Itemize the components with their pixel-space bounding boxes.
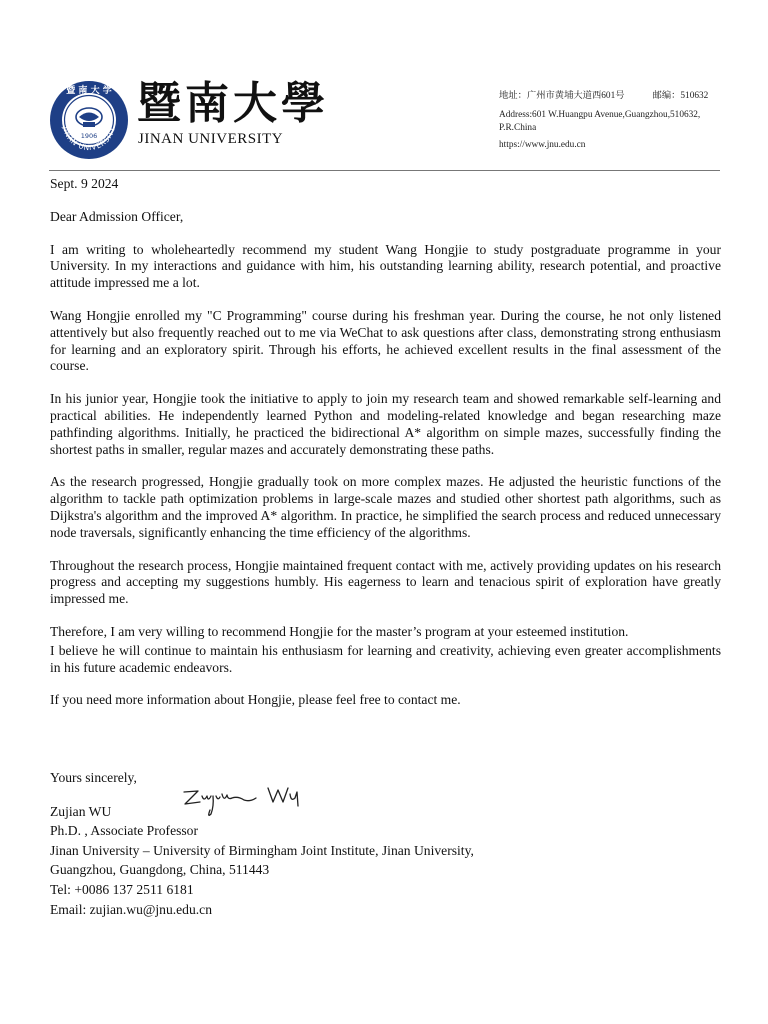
paragraph-intro: I am writing to wholeheartedly recommend my student Wang Hongjie to study postgraduate programme in your University. In my interactions and guidance with him, his outstanding learning ability, research potential, and proactive attitude impressed me a lot. [50, 241, 721, 291]
paragraph-research-start: In his junior year, Hongjie took the initiative to apply to join my research team and showed remarkable self-learning and practical abilities. He independently learned Python and modeling-related knowledge and began researching maze pathfinding algorithms. Initially, he practiced the bidirectional A* algorithm on simple mazes, successfully finding the shortest paths in smaller, regular mazes and accurately demonstrating these paths. [50, 391, 721, 457]
signer-phone: Tel: +0086 137 2511 6181 [50, 881, 194, 897]
svg-text:暨 南 大 学: 暨 南 大 学 [66, 86, 112, 96]
address-chinese: 地址：广州市黄埔大道西601号 [499, 91, 625, 101]
signer-title: Ph.D. , Associate Professor [50, 823, 199, 839]
university-name-english: JINAN UNIVERSITY [138, 131, 284, 147]
website-link[interactable]: https://www.jnu.edu.cn [499, 140, 586, 150]
paragraph-course: Wang Hongjie enrolled my "C Programming" course during his freshman year. During the course, he not only listened attentively but also frequently reached out to me via WeChat to ask questions after class, demonstrating strong enthusiasm for learning and an exploratory spirit. Through his efforts, he achieved excellent results in the final assessment of the course. [50, 307, 721, 374]
svg-text:1906: 1906 [80, 132, 98, 140]
letter-date: Sept. 9 2024 [50, 176, 119, 191]
closing: Yours sincerely, [50, 770, 137, 785]
paragraph-contact: Throughout the research process, Hongjie maintained frequent contact with me, actively providing updates on his research progress and accepting my suggestions humbly. His eagerness to learn and tenacious spirit of exploration have greatly impressed me. [50, 557, 721, 607]
letter-body [50, 176, 721, 709]
letterhead-contact [499, 87, 708, 155]
signer-affiliation: Jinan University – University of Birmingham Joint Institute, Jinan University, [50, 842, 474, 858]
signer-name: Zujian WU [50, 803, 112, 819]
paragraph-research-progress: As the research progressed, Hongjie gradually took on more complex mazes. He adjusted the heuristic functions of the algorithm to tackle path optimization problems in large-scale mazes and studied other shortest path algorithms, such as Dijkstra's algorithm and the improved A* algorithm. In practice, he simplified the search process and reduced unnecessary node traversals, significantly enhancing the time efficiency of the algorithms. [50, 474, 721, 540]
address-english-line1: Address:601 W.Huangpu Avenue,Guangzhou,510632, [499, 109, 701, 120]
postcode: 邮编：510632 [652, 91, 709, 101]
paragraph-outlook: I believe he will continue to maintain his enthusiasm for learning and creativity, achieving even greater accomplishments in his future academic endeavors. [50, 642, 721, 675]
letterhead-divider [49, 170, 720, 171]
university-seal-logo [49, 80, 129, 160]
paragraph-more-info: If you need more information about Hongjie, please feel free to contact me. [50, 692, 461, 708]
signer-email[interactable]: Email: zujian.wu@jnu.edu.cn [50, 901, 213, 917]
signer-city: Guangzhou, Guangdong, China, 511443 [50, 862, 270, 878]
salutation: Dear Admission Officer, [50, 208, 184, 224]
paragraph-recommendation: Therefore, I am very willing to recommend Hongjie for the master’s program at your esteemed institution. [50, 623, 629, 639]
university-name-chinese: 暨南大學 [137, 78, 329, 129]
address-english-line2: P.R.China [499, 123, 537, 133]
handwritten-signature [180, 780, 312, 822]
svg-text:JINAN UNIVERSITY: JINAN UNIVERSITY [61, 125, 117, 153]
